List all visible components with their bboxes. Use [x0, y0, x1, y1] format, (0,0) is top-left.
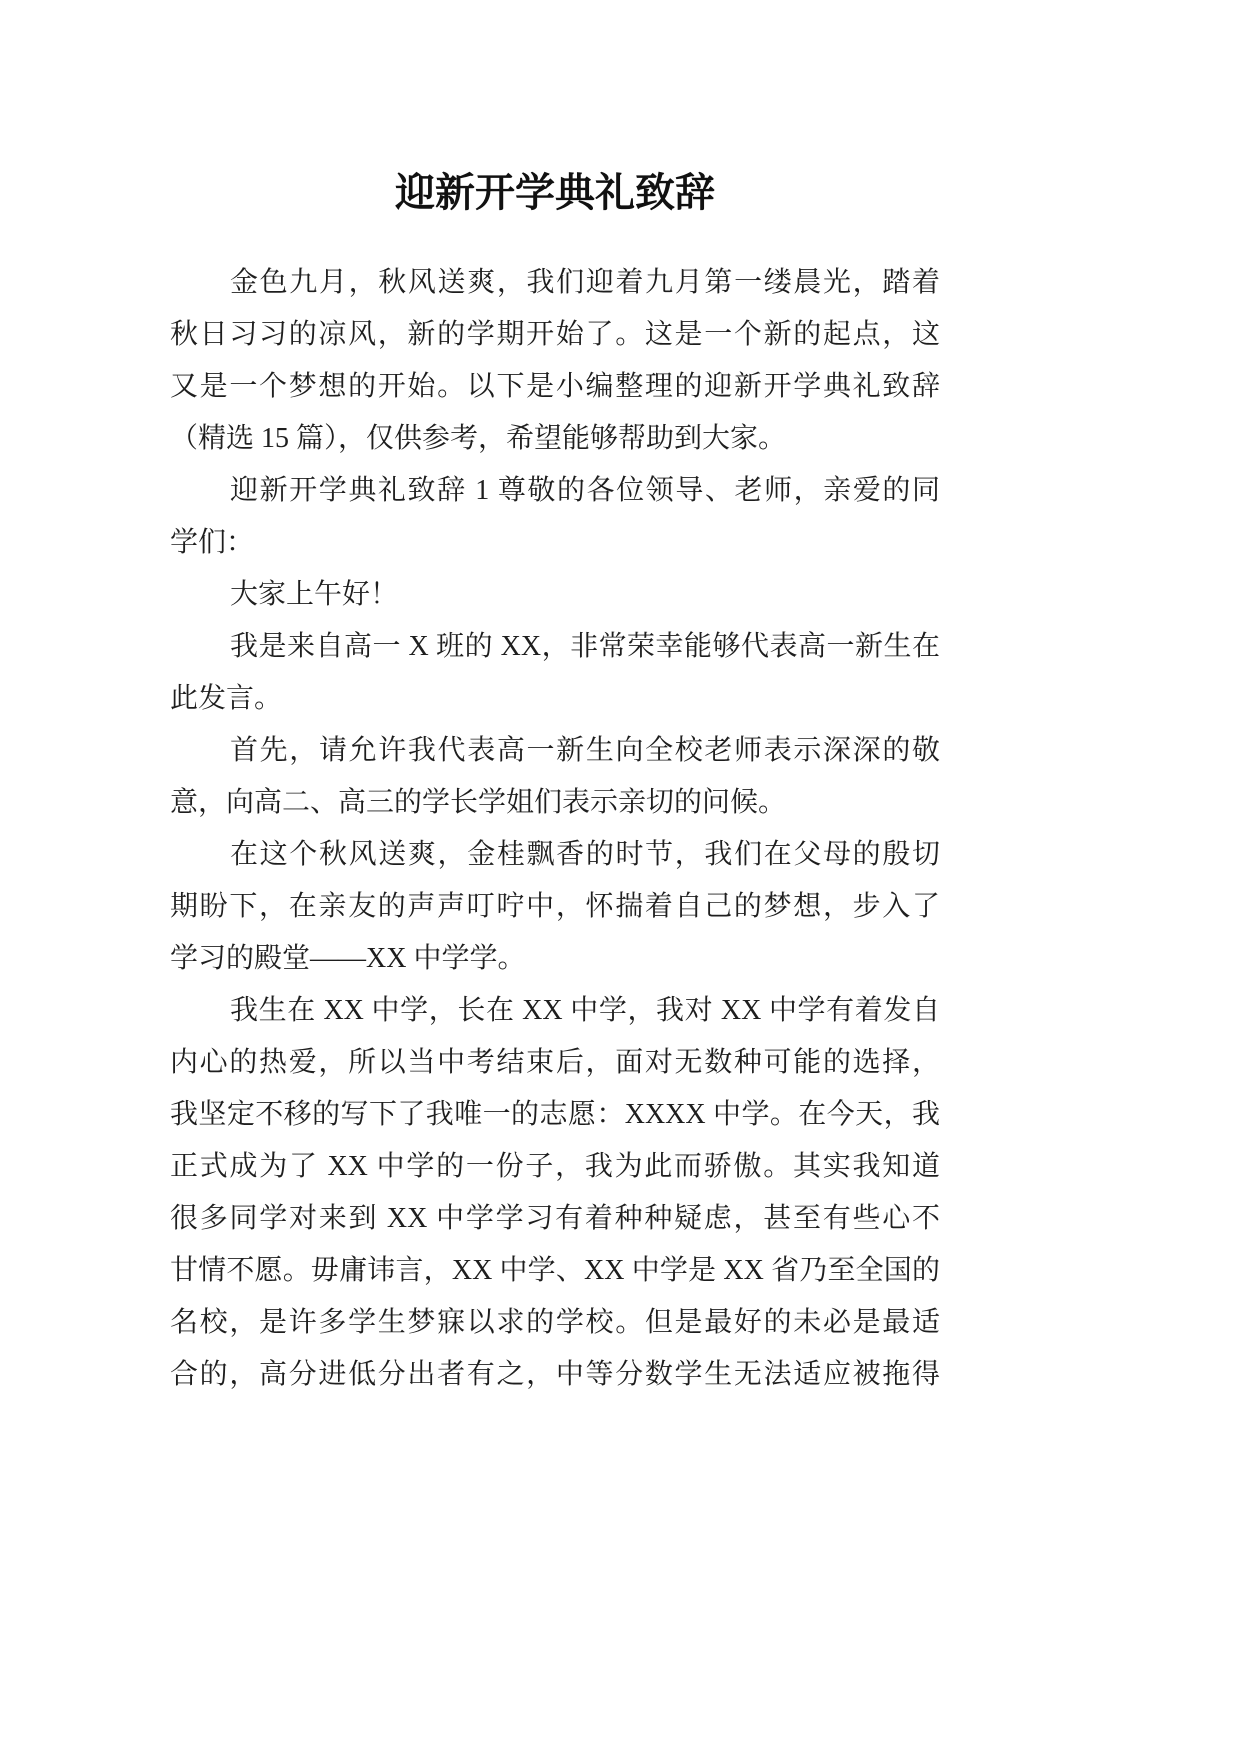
paragraph-line: 大家上午好！: [230, 579, 399, 610]
paragraph-line: （精选 15 篇），仅供参考，希望能够帮助到大家。: [170, 423, 787, 454]
document-title: 迎新开学典礼致辞: [395, 169, 715, 215]
paragraph-intro: [170, 257, 940, 465]
paragraph-line: 学习的殿堂——XX 中学学。: [170, 943, 526, 974]
paragraph-greeting: [170, 569, 940, 621]
paragraph-line: 期盼下，在亲友的声声叮咛中，怀揣着自己的梦想，步入了: [170, 891, 940, 922]
paragraph-line: 我是来自高一 X 班的 XX，非常荣幸能够代表高一新生在: [230, 631, 940, 662]
paragraph-line: 此发言。: [170, 683, 283, 714]
paragraph-season: [170, 829, 940, 985]
paragraph-line: 迎新开学典礼致辞 1 尊敬的各位领导、老师，亲爱的同: [230, 475, 940, 506]
paragraph-line: 学们：: [170, 527, 255, 558]
paragraph-line: 很多同学对来到 XX 中学学习有着种种疑虑，甚至有些心不: [170, 1203, 940, 1234]
paragraph-line: 金色九月，秋风送爽，我们迎着九月第一缕晨光，踏着: [230, 267, 940, 298]
paragraph-line: 内心的热爱，所以当中考结束后，面对无数种可能的选择，: [170, 1047, 940, 1078]
paragraph-self-intro: [170, 621, 940, 725]
paragraph-line: 又是一个梦想的开始。以下是小编整理的迎新开学典礼致辞: [170, 371, 940, 402]
paragraph-line: 意，向高二、高三的学长学姐们表示亲切的问候。: [170, 787, 787, 818]
paragraph-line: 名校，是许多学生梦寐以求的学校。但是最好的未必是最适: [170, 1307, 940, 1338]
paragraph-line: 首先，请允许我代表高一新生向全校老师表示深深的敬: [230, 735, 940, 766]
paragraph-line: 我生在 XX 中学，长在 XX 中学，我对 XX 中学有着发自: [230, 995, 940, 1026]
document-body: [170, 257, 940, 1401]
paragraph-line: 合的，高分进低分出者有之，中等分数学生无法适应被拖得: [170, 1359, 940, 1390]
paragraph-line: 秋日习习的凉风，新的学期开始了。这是一个新的起点，这: [170, 319, 940, 350]
paragraph-respects: [170, 725, 940, 829]
paragraph-line: 在这个秋风送爽，金桂飘香的时节，我们在父母的殷切: [230, 839, 940, 870]
paragraph-line: 我坚定不移的写下了我唯一的志愿：XXXX 中学。在今天，我: [170, 1099, 940, 1130]
paragraph-line: 甘情不愿。毋庸讳言，XX 中学、XX 中学是 XX 省乃至全国的: [170, 1255, 940, 1286]
paragraph-greeting-heading: [170, 465, 940, 569]
paragraph-line: 正式成为了 XX 中学的一份子，我为此而骄傲。其实我知道: [170, 1151, 940, 1182]
paragraph-school: [170, 985, 940, 1401]
